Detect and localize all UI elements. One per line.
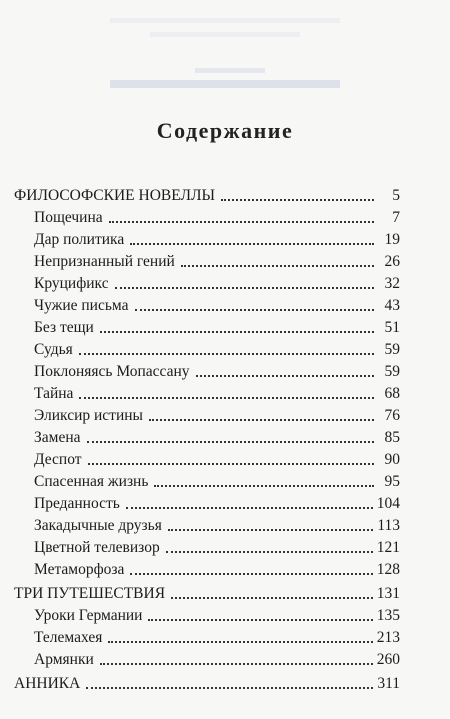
- toc-entry[interactable]: [34, 628, 400, 648]
- toc-entry[interactable]: [34, 428, 400, 448]
- toc-entry-title: ФИЛОСОФСКИЕ НОВЕЛЛЫ: [14, 187, 216, 204]
- leader-dots: [100, 663, 373, 665]
- show-through-text: [0, 60, 450, 90]
- leader-dots: [166, 551, 373, 553]
- toc-entry[interactable]: [34, 362, 400, 382]
- leader-dots: [130, 573, 372, 575]
- leader-dots: [171, 597, 373, 599]
- leader-dots: [168, 529, 373, 531]
- toc-entry[interactable]: [14, 584, 400, 604]
- toc-entry[interactable]: [34, 406, 400, 426]
- leader-dots: [88, 463, 374, 465]
- leader-dots: [100, 331, 374, 333]
- toc-entry-page: 19: [384, 231, 400, 248]
- toc-entry-page: 213: [376, 629, 400, 646]
- toc-entry-title: Телемахея: [34, 629, 103, 646]
- toc-entry-page: 59: [384, 363, 400, 380]
- toc-entry-title: Метаморфоза: [34, 561, 125, 578]
- toc-entry-page: 5: [392, 187, 400, 204]
- toc-entry-page: 260: [376, 651, 400, 668]
- toc-entry-title: Пощечина: [34, 209, 103, 226]
- toc-entry-page: 121: [376, 539, 400, 556]
- toc-entry[interactable]: [34, 560, 400, 580]
- show-through-text: [0, 10, 450, 50]
- toc-entry-page: 135: [376, 607, 400, 624]
- toc-entry-title: Уроки Германии: [34, 607, 143, 624]
- toc-entry-title: Преданность: [34, 495, 120, 512]
- toc-entry[interactable]: [34, 274, 400, 294]
- toc-entry-page: 85: [384, 429, 400, 446]
- page-title: Содержание: [156, 118, 294, 143]
- leader-dots: [221, 199, 374, 201]
- toc-entry-title: Армянки: [34, 651, 94, 668]
- toc-entry-title: Поклоняясь Мопассану: [34, 363, 190, 380]
- toc-entry[interactable]: [34, 516, 400, 536]
- toc-entry-page: 26: [384, 253, 400, 270]
- toc-entry-title: Судья: [34, 341, 73, 358]
- toc-entry-title: Без тещи: [34, 319, 94, 336]
- toc-entry[interactable]: [14, 674, 400, 694]
- toc-entry-title: Непризнанный гений: [34, 253, 175, 270]
- leader-dots: [135, 309, 375, 311]
- leader-dots: [115, 287, 374, 289]
- leader-dots: [154, 485, 374, 487]
- toc-entry[interactable]: [34, 208, 400, 228]
- toc-entry-title: Закадычные друзья: [34, 517, 162, 534]
- toc-entry-title: Эликсир истины: [34, 407, 143, 424]
- toc-entry-title: Деспот: [34, 451, 82, 468]
- toc-entry-title: ТРИ ПУТЕШЕСТВИЯ: [14, 585, 166, 602]
- toc-entry-page: 43: [384, 297, 400, 314]
- toc-entry[interactable]: [34, 384, 400, 404]
- toc-entry-page: 104: [376, 495, 400, 512]
- toc-entry-title: Спасенная жизнь: [34, 473, 149, 490]
- toc-entry-page: 311: [377, 675, 400, 692]
- toc-entry-title: Чужие письма: [34, 297, 129, 314]
- toc-entry-page: 90: [384, 451, 400, 468]
- leader-dots: [79, 353, 374, 355]
- leader-dots: [181, 265, 374, 267]
- toc-entry[interactable]: [34, 296, 400, 316]
- toc-entry-page: 113: [377, 517, 400, 534]
- leader-dots: [109, 221, 374, 223]
- leader-dots: [148, 619, 372, 621]
- leader-dots: [86, 687, 373, 689]
- toc-entry[interactable]: [34, 318, 400, 338]
- toc-entry[interactable]: [34, 650, 400, 670]
- toc-entry[interactable]: [34, 340, 400, 360]
- toc-entry-page: 68: [384, 385, 400, 402]
- leader-dots: [79, 397, 374, 399]
- leader-dots: [130, 243, 374, 245]
- toc-entry-title: Круцификс: [34, 275, 109, 292]
- toc-entry[interactable]: [34, 450, 400, 470]
- toc-entry-page: 32: [384, 275, 400, 292]
- leader-dots: [196, 375, 374, 377]
- toc-entry[interactable]: [34, 472, 400, 492]
- toc-entry-page: 128: [376, 561, 400, 578]
- toc-entry-page: 51: [384, 319, 400, 336]
- toc-entry-title: АННИКА: [14, 675, 81, 692]
- toc-entry-page: 59: [384, 341, 400, 358]
- toc-entry-title: Замена: [34, 429, 81, 446]
- toc-entry[interactable]: [34, 494, 400, 514]
- toc-entry[interactable]: [34, 606, 400, 626]
- leader-dots: [108, 641, 372, 643]
- toc-entry-page: 76: [384, 407, 400, 424]
- leader-dots: [87, 441, 374, 443]
- toc-entry-title: Тайна: [34, 385, 74, 402]
- toc-entry-page: 131: [376, 585, 400, 602]
- leader-dots: [126, 507, 373, 509]
- toc-entry[interactable]: [14, 186, 400, 206]
- toc-entry-title: Дар политика: [34, 231, 125, 248]
- leader-dots: [149, 419, 374, 421]
- toc-entry[interactable]: [34, 230, 400, 250]
- toc-entry[interactable]: [34, 252, 400, 272]
- toc-entry[interactable]: [34, 538, 400, 558]
- toc-entry-page: 7: [392, 209, 400, 226]
- toc-entry-title: Цветной телевизор: [34, 539, 160, 556]
- toc-entry-page: 95: [384, 473, 400, 490]
